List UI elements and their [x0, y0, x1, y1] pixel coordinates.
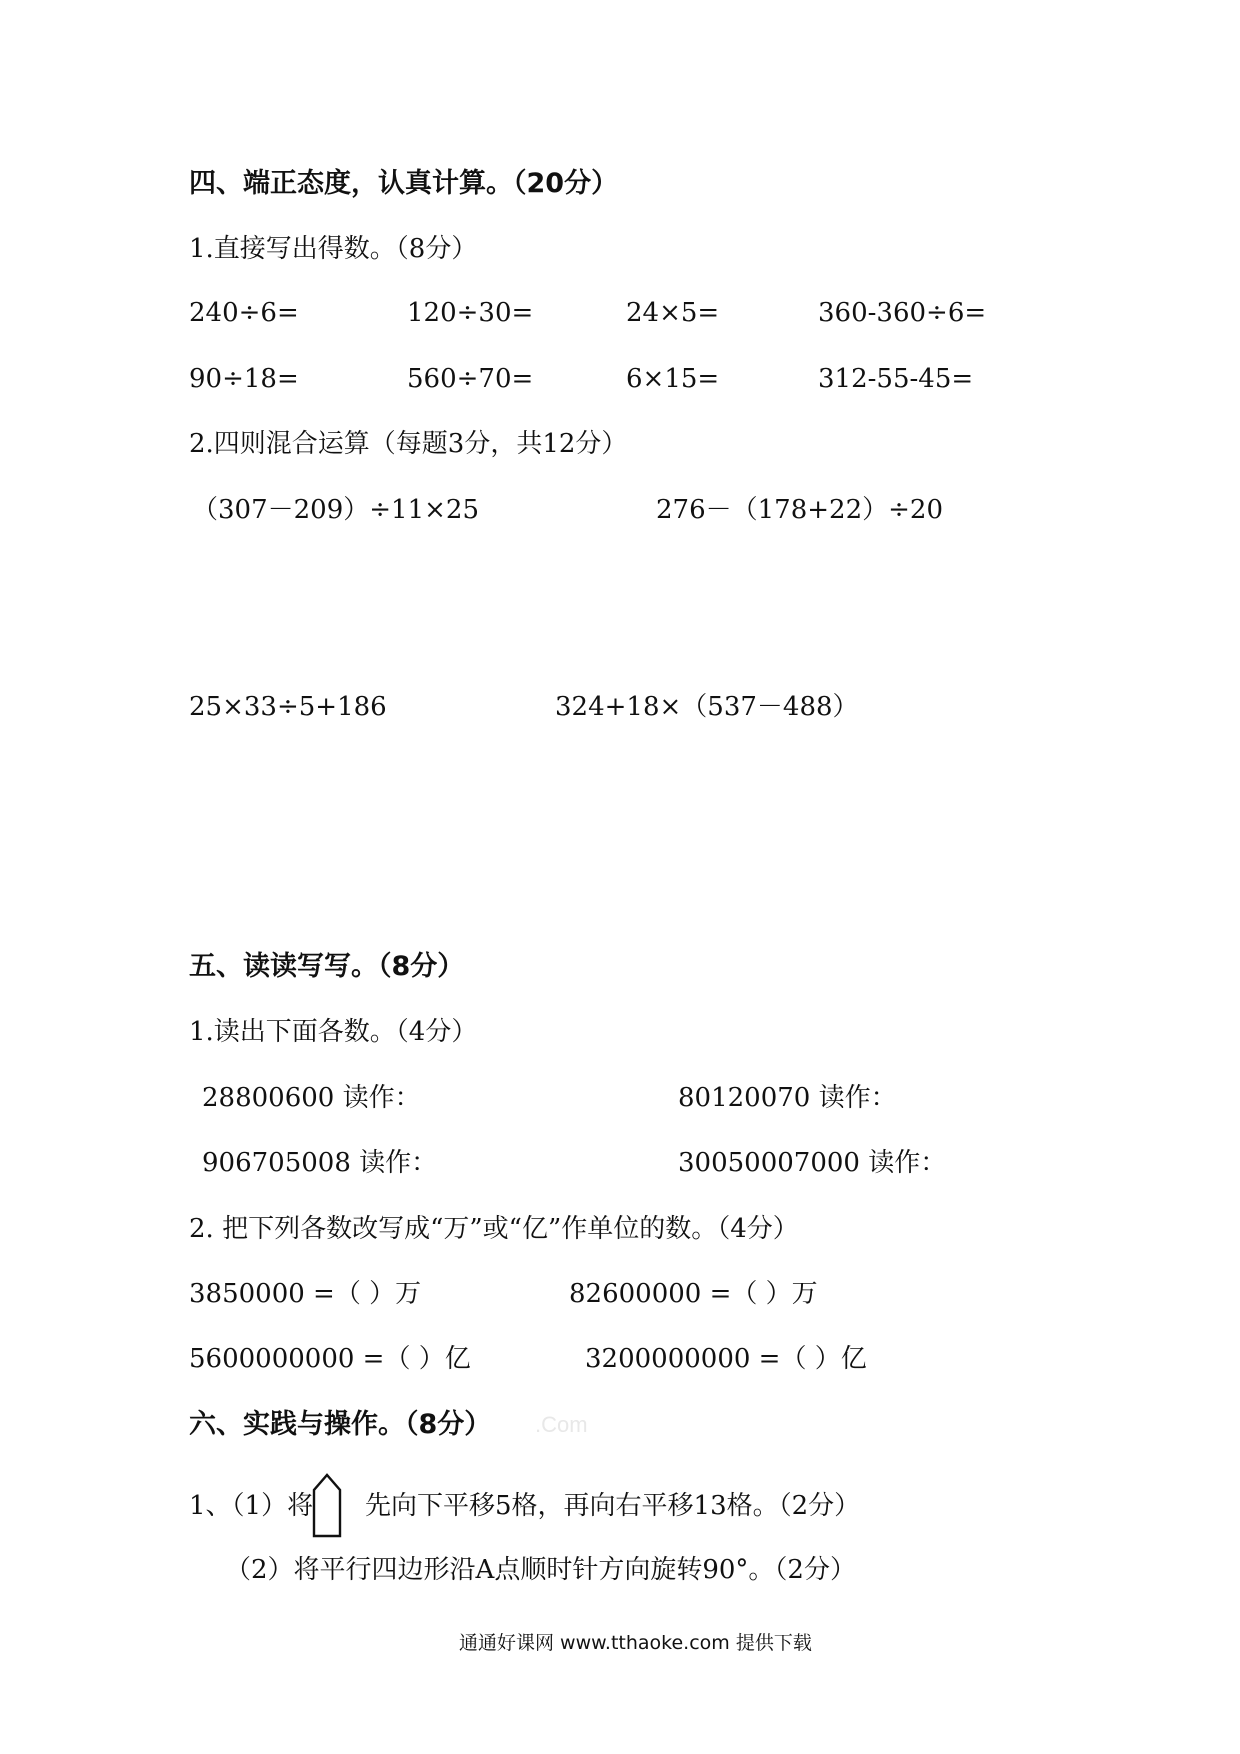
read-number-item: 906705008 读作：	[202, 1148, 438, 1178]
mixed-problem: 276－（178+22）÷20	[656, 495, 943, 525]
section4-heading: 四、端正态度，认真计算。（20分）	[189, 168, 619, 199]
watermark-text: .Com	[535, 1412, 588, 1437]
rewrite-item: 5600000000 =（ ）亿	[189, 1344, 471, 1374]
rewrite-item: 82600000 =（ ）万	[569, 1279, 818, 1309]
section6-heading: 六、实践与操作。（8分）	[189, 1409, 492, 1440]
calc-item: 312-55-45=	[818, 364, 974, 394]
calc-item: 120÷30=	[407, 298, 534, 328]
section4-q2-title: 2.四则混合运算（每题3分，共12分）	[189, 429, 628, 459]
read-number-item: 30050007000 读作：	[678, 1148, 947, 1178]
pentagon-arrow-icon	[311, 1472, 343, 1538]
rewrite-item: 3850000 =（ ）万	[189, 1279, 422, 1309]
read-number-item: 80120070 读作：	[678, 1083, 897, 1113]
mixed-problem: 25×33÷5+186	[189, 692, 387, 722]
section5-q2-title: 2. 把下列各数改写成“万”或“亿”作单位的数。（4分）	[189, 1214, 799, 1244]
section4-q1-title: 1.直接写出得数。（8分）	[189, 234, 478, 264]
rewrite-item: 3200000000 =（ ）亿	[585, 1344, 867, 1374]
mixed-problem: （307－209）÷11×25	[192, 495, 479, 525]
section5-heading: 五、读读写写。（8分）	[189, 951, 465, 982]
calc-item: 240÷6=	[189, 298, 299, 328]
footer-source: 通通好课网 www.tthaoke.com 提供下载	[459, 1632, 812, 1654]
section5-q1-title: 1.读出下面各数。（4分）	[189, 1017, 478, 1047]
calc-item: 24×5=	[626, 298, 720, 328]
calc-item: 560÷70=	[407, 364, 534, 394]
read-number-item: 28800600 读作：	[202, 1083, 421, 1113]
calc-item: 90÷18=	[189, 364, 299, 394]
section6-q2: （2）将平行四边形沿A点顺时针方向旋转90°。（2分）	[225, 1555, 856, 1585]
mixed-problem: 324+18×（537－488）	[555, 692, 859, 722]
section6-q1-suffix: 先向下平移5格，再向右平移13格。（2分）	[365, 1491, 861, 1521]
section6-q1-prefix: 1、（1）将	[189, 1491, 314, 1521]
calc-item: 6×15=	[626, 364, 720, 394]
calc-item: 360-360÷6=	[818, 298, 987, 328]
